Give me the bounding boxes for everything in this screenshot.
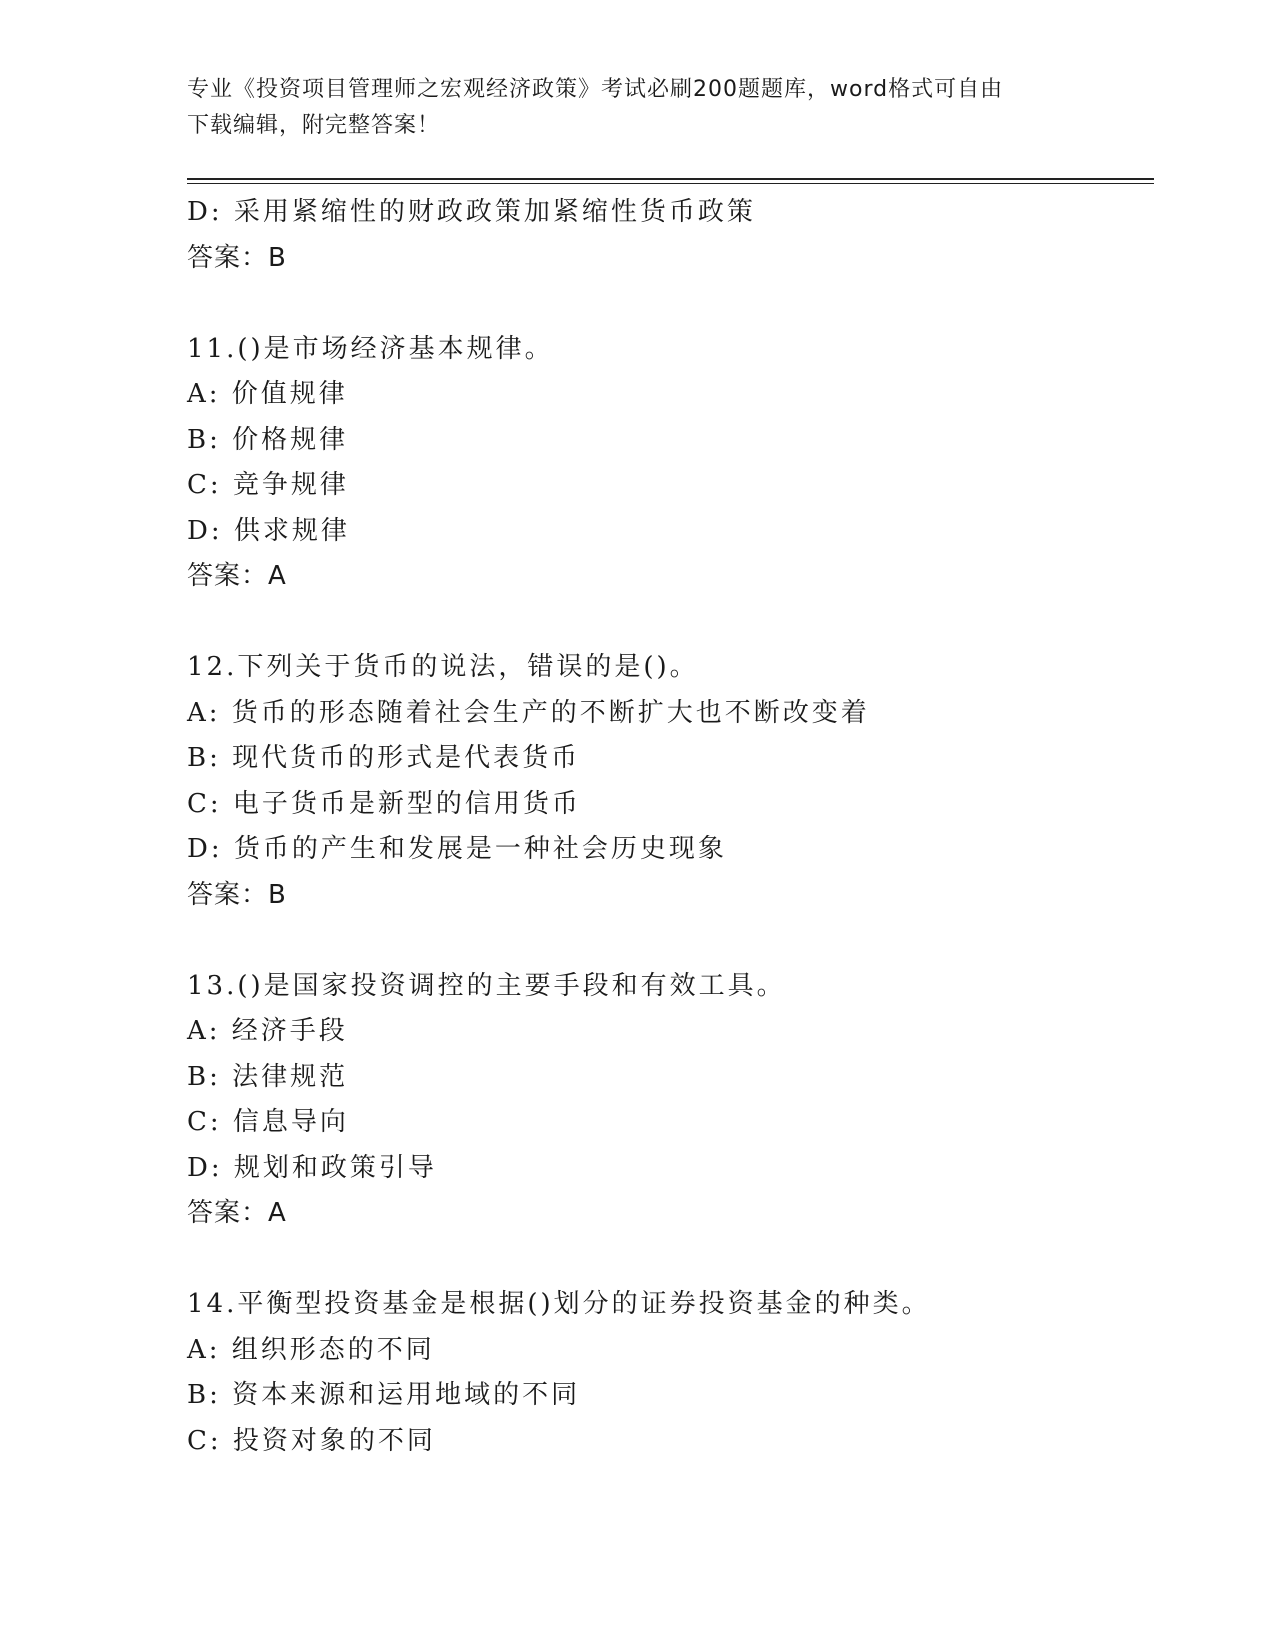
question-stem: 13.()是国家投资调控的主要手段和有效工具。 bbox=[187, 970, 786, 1001]
spacer bbox=[187, 1237, 1154, 1283]
spacer bbox=[187, 600, 1154, 646]
question-10-partial bbox=[187, 190, 1154, 281]
answer-line: 答案：A bbox=[187, 561, 287, 591]
option-a: A: 价值规律 bbox=[187, 379, 348, 409]
question-stem: 14.平衡型投资基金是根据()划分的证券投资基金的种类。 bbox=[187, 1289, 931, 1319]
question-11 bbox=[187, 327, 1154, 600]
option-c: C: 投资对象的不同 bbox=[187, 1425, 436, 1456]
option-d: D: 采用紧缩性的财政政策加紧缩性货币政策 bbox=[187, 197, 756, 227]
header-rule-thick bbox=[187, 178, 1154, 180]
header-rule-thin bbox=[187, 183, 1154, 184]
option-c: C: 电子货币是新型的信用货币 bbox=[187, 788, 581, 819]
question-14 bbox=[187, 1282, 1154, 1464]
document-header bbox=[187, 72, 1087, 144]
header-line-2: 下载编辑，附完整答案！ bbox=[187, 113, 441, 138]
answer-line: 答案：A bbox=[187, 1198, 287, 1228]
option-d: D: 规划和政策引导 bbox=[187, 1152, 437, 1183]
option-b: B: 现代货币的形式是代表货币 bbox=[187, 743, 581, 773]
answer-line: 答案：B bbox=[187, 242, 287, 273]
header-line-1: 专业《投资项目管理师之宏观经济政策》考试必刷200题题库，word格式可自由 bbox=[187, 77, 1004, 102]
option-b: B: 法律规范 bbox=[187, 1061, 349, 1092]
option-d: D: 供求规律 bbox=[187, 515, 350, 546]
option-d: D: 货币的产生和发展是一种社会历史现象 bbox=[187, 834, 727, 864]
question-list bbox=[187, 190, 1154, 1464]
spacer bbox=[187, 281, 1154, 327]
option-b: B: 资本来源和运用地域的不同 bbox=[187, 1380, 581, 1410]
option-a: A: 货币的形态随着社会生产的不断扩大也不断改变着 bbox=[187, 697, 870, 728]
option-a: A: 组织形态的不同 bbox=[187, 1334, 435, 1365]
question-stem: 12.下列关于货币的说法，错误的是()。 bbox=[187, 652, 699, 682]
question-stem: 11.()是市场经济基本规律。 bbox=[187, 333, 554, 364]
spacer bbox=[187, 918, 1154, 964]
question-13 bbox=[187, 964, 1154, 1237]
option-c: C: 竞争规律 bbox=[187, 470, 349, 500]
option-c: C: 信息导向 bbox=[187, 1107, 349, 1137]
option-b: B: 价格规律 bbox=[187, 424, 349, 455]
option-a: A: 经济手段 bbox=[187, 1016, 348, 1046]
answer-line: 答案：B bbox=[187, 879, 287, 910]
question-12 bbox=[187, 645, 1154, 918]
